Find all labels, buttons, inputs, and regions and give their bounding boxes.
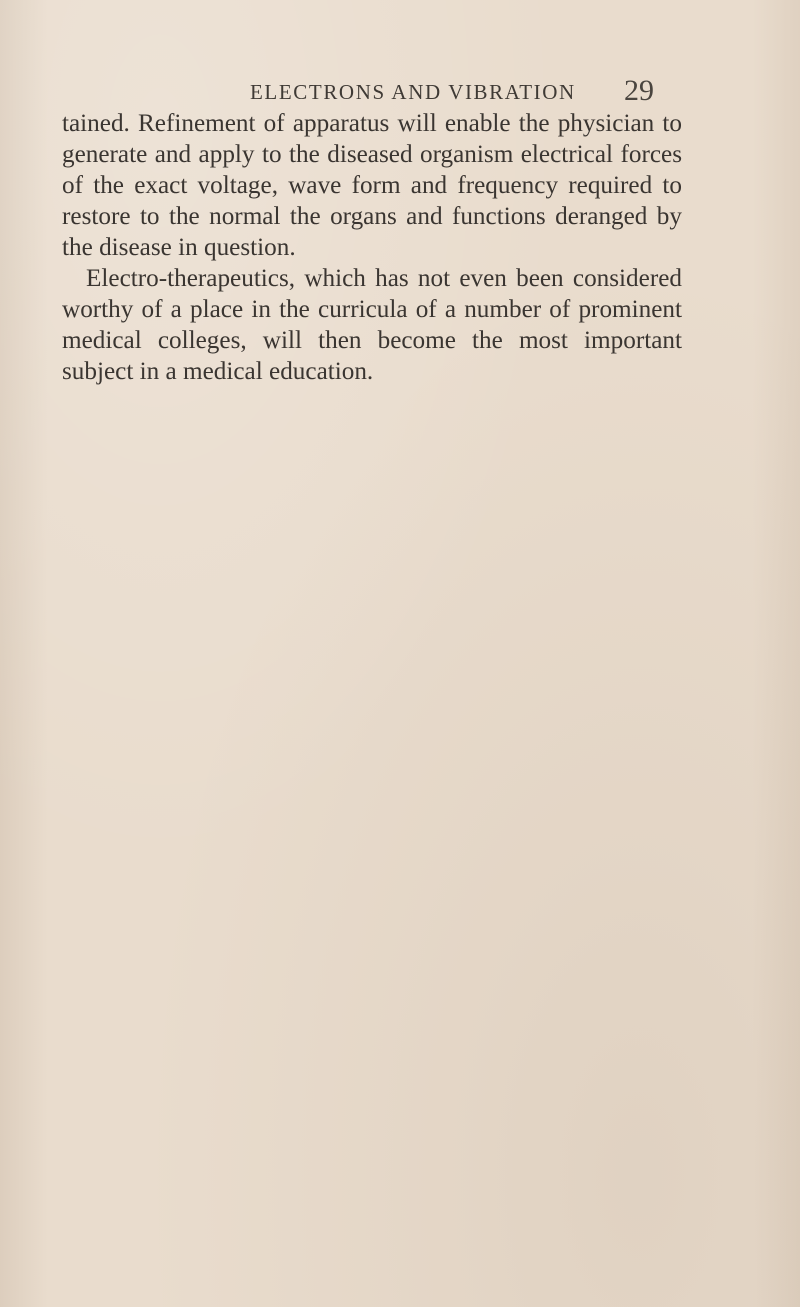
running-title: ELECTRONS AND VIBRATION [250, 80, 576, 104]
paragraph-1: tained. Refinement of apparatus will enable the physician to generate and apply to the diseased organism electrical forces of the exact voltage, wave form and frequency required to restore to the normal the organs and functions deranged by the disease in question. [62, 110, 682, 261]
page-number: 29 [624, 74, 654, 107]
running-head [0, 76, 800, 110]
body-text [62, 108, 682, 387]
paragraph-2: Electro-therapeutics, which has not even been considered worthy of a place in the curricula of a number of prominent medical colleges, will then become the most important subject in a medical education. [62, 265, 682, 385]
